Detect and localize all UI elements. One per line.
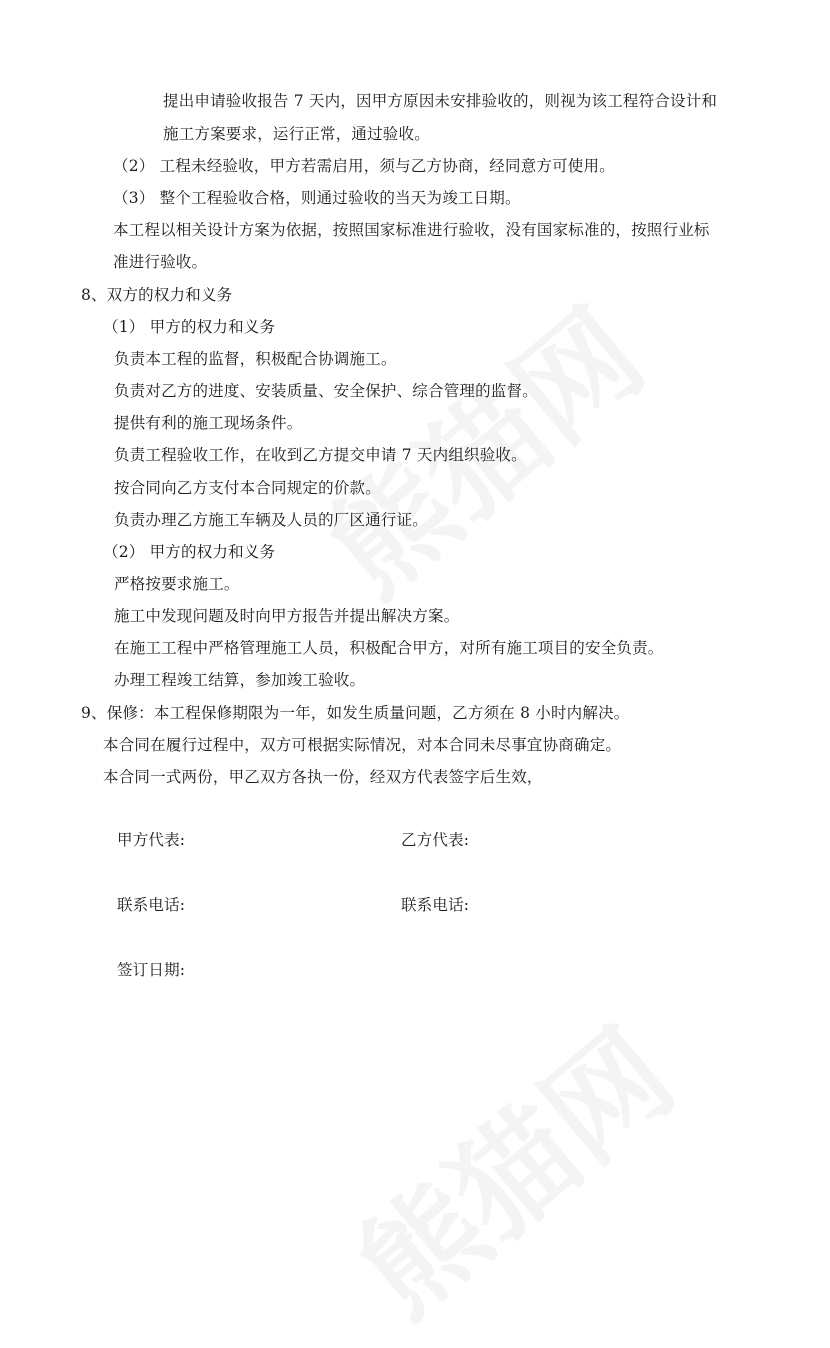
party-b-representative-label: 乙方代表: [401, 831, 470, 849]
paragraph-line: 本工程以相关设计方案为依据，按照国家标准进行验收，没有国家标准的，按照行业标 [113, 221, 710, 239]
duty-item: 负责本工程的监督，积极配合协调施工。 [114, 350, 397, 368]
duty-item: 按合同向乙方支付本合同规定的价款。 [114, 479, 381, 497]
duty-item: 提供有利的施工现场条件。 [114, 414, 303, 432]
paragraph-line: 准进行验收。 [113, 253, 208, 271]
party-b-phone-label: 联系电话: [401, 896, 470, 914]
duty-item: 负责办理乙方施工车辆及人员的厂区通行证。 [114, 511, 429, 529]
duty-item: 负责对乙方的进度、安装质量、安全保护、综合管理的监督。 [114, 382, 538, 400]
paragraph-line: 本合同在履行过程中，双方可根据实际情况，对本合同未尽事宜协商确定。 [103, 736, 622, 754]
sign-date-label: 签订日期: [117, 961, 186, 979]
duty-item: 办理工程竣工结算，参加竣工验收。 [114, 671, 366, 689]
paragraph-line: 施工方案要求，运行正常，通过验收。 [163, 125, 430, 143]
party-a-phone-label: 联系电话: [117, 896, 186, 914]
section-heading-9: 9、保修：本工程保修期限为一年，如发生质量问题，乙方须在 8 小时内解决。 [81, 704, 630, 722]
paragraph-line: 提出申请验收报告 7 天内，因甲方原因未安排验收的，则视为该工程符合设计和 [163, 92, 718, 110]
watermark-bottom [317, 984, 703, 1347]
party-a-representative-label: 甲方代表: [117, 831, 186, 849]
paragraph-line: 本合同一式两份，甲乙双方各执一份，经双方代表签字后生效， [103, 768, 543, 786]
duty-item: 负责工程验收工作，在收到乙方提交申请 7 天内组织验收。 [114, 446, 527, 464]
subsection-heading-1: （1） 甲方的权力和义务 [103, 318, 276, 336]
list-item-2: （2） 工程未经验收，甲方若需启用，须与乙方协商，经同意方可使用。 [113, 157, 615, 175]
duty-item: 严格按要求施工。 [114, 575, 240, 593]
section-heading-8: 8、双方的权力和义务 [81, 286, 233, 304]
duty-item: 在施工工程中严格管理施工人员，积极配合甲方，对所有施工项目的安全负责。 [114, 639, 664, 657]
subsection-heading-2: （2） 甲方的权力和义务 [103, 543, 276, 561]
duty-item: 施工中发现问题及时向甲方报告并提出解决方案。 [114, 607, 460, 625]
list-item-3: （3） 整个工程验收合格，则通过验收的当天为竣工日期。 [113, 189, 521, 207]
